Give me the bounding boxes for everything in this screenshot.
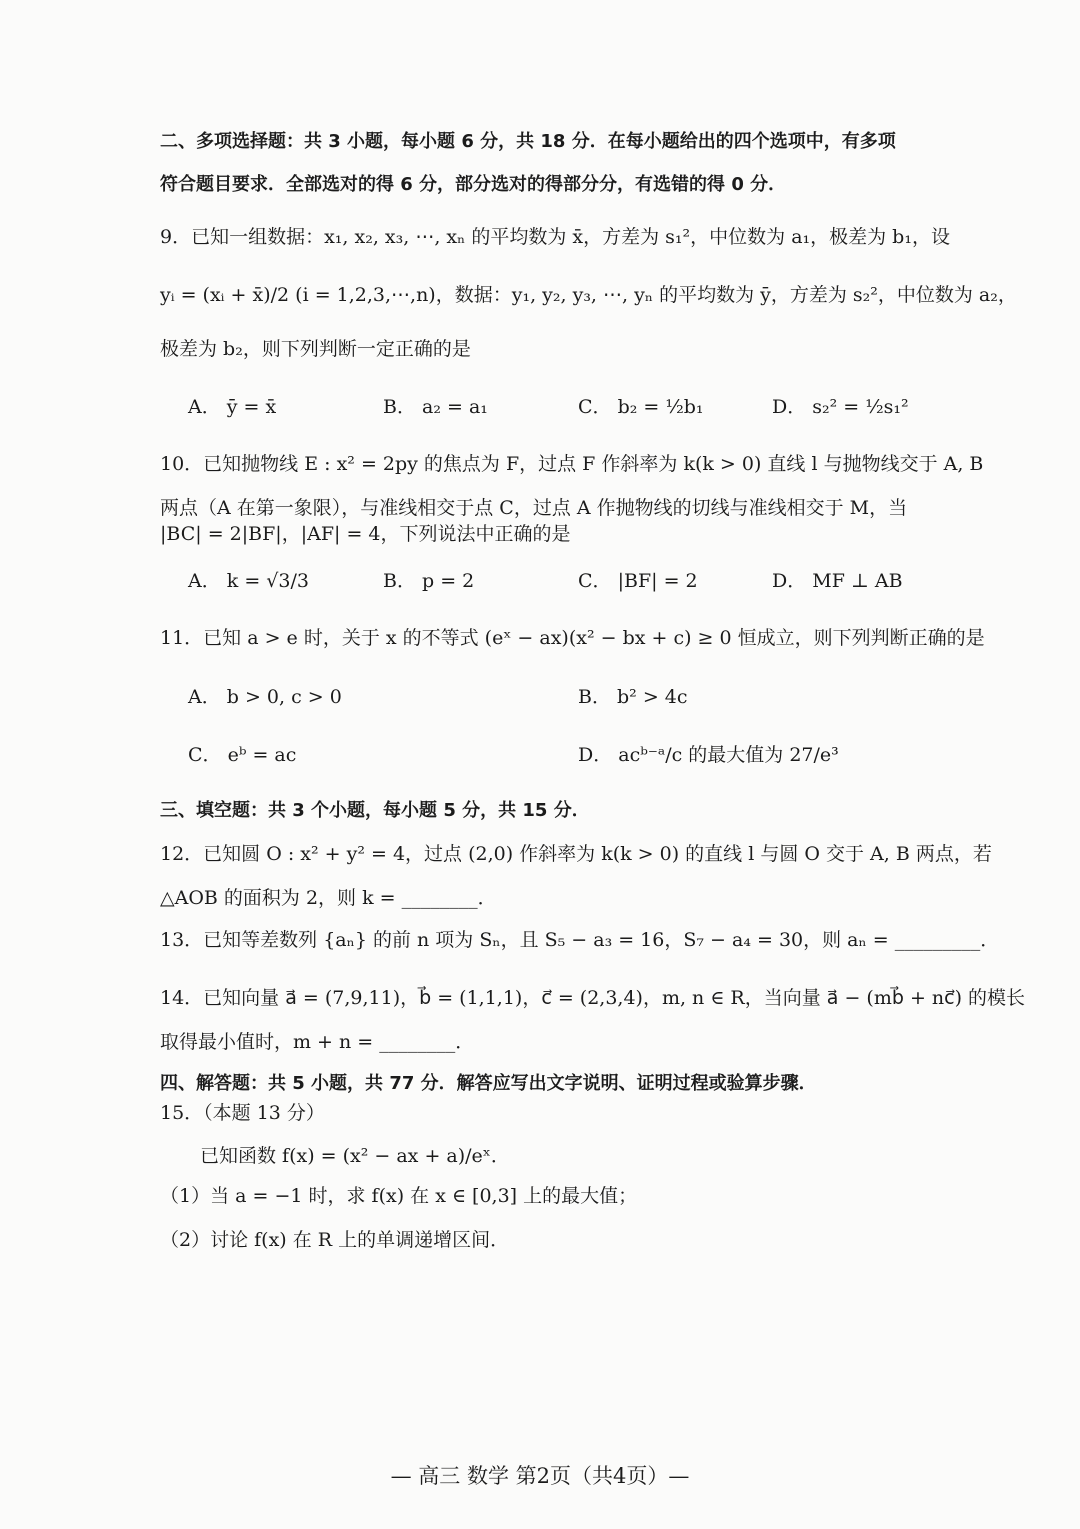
q9-option-a: A． ȳ = x̄ [188, 396, 277, 418]
section2-heading-line1: 二、多项选择题：共 3 小题，每小题 6 分，共 18 分．在每小题给出的四个选项中，有多项 [160, 131, 896, 152]
q10-line1: 10．已知抛物线 E : x² = 2py 的焦点为 F，过点 F 作斜率为 k(k > 0) 直线 l 与抛物线交于 A, B [160, 453, 984, 475]
q13-line1: 13．已知等差数列 {aₙ} 的前 n 项为 Sₙ，且 S₅ − a₃ = 16，S₇ − a₄ = 30，则 aₙ = _________． [160, 929, 1000, 951]
q12-line2: △AOB 的面积为 2，则 k = ________． [160, 887, 497, 909]
page-footer: — 高三 数学 第2页（共4页）— [390, 1464, 690, 1488]
q10-line3: |BC| = 2|BF|，|AF| = 4，下列说法中正确的是 [160, 523, 571, 545]
q11-option-a: A． b > 0, c > 0 [188, 686, 342, 708]
q11-option-d: D． acᵇ⁻ᵃ/c 的最大值为 27/e³ [578, 744, 839, 766]
section4-heading: 四、解答题：共 5 小题，共 77 分．解答应写出文字说明、证明过程或验算步骤． [160, 1073, 817, 1094]
q15-part2: （2）讨论 f(x) 在 R 上的单调递增区间． [160, 1229, 510, 1251]
q10-line2: 两点（A 在第一象限），与准线相交于点 C，过点 A 作抛物线的切线与准线相交于 M，当 [160, 497, 908, 519]
q14-line1: 14．已知向量 a⃗ = (7,9,11)，b⃗ = (1,1,1)，c⃗ = (2,3,4)，m, n ∈ R，当向量 a⃗ − (mb⃗ + nc⃗) 的模长 [160, 987, 1026, 1009]
q10-option-a: A． k = √3/3 [188, 570, 309, 592]
q11-option-b: B． b² > 4c [578, 686, 688, 708]
q10-option-b: B． p = 2 [383, 570, 475, 592]
q10-option-d: D． MF ⊥ AB [772, 570, 903, 592]
q9-option-c: C． b₂ = ½b₁ [578, 396, 704, 418]
section3-heading: 三、填空题：共 3 个小题，每小题 5 分，共 15 分． [160, 800, 590, 821]
q15-stem: 已知函数 f(x) = (x² − ax + a)/eˣ． [200, 1145, 510, 1167]
q9-line1: 9．已知一组数据：x₁, x₂, x₃, ⋯, xₙ 的平均数为 x̄，方差为 s₁²，中位数为 a₁，极差为 b₁，设 [160, 226, 950, 248]
q9-line2: yᵢ = (xᵢ + x̄)/2 (i = 1,2,3,⋯,n)，数据：y₁, y₂, y₃, ⋯, yₙ 的平均数为 ȳ，方差为 s₂²，中位数为 a₂， [160, 284, 1017, 306]
section2-heading-line2: 符合题目要求．全部选对的得 6 分，部分选对的得部分分，有选错的得 0 分． [160, 174, 787, 195]
q15-title: 15．（本题 13 分） [160, 1102, 325, 1124]
q10-option-c: C． |BF| = 2 [578, 570, 698, 592]
q11-option-c: C． eᵇ = ac [188, 744, 297, 766]
q9-line3: 极差为 b₂，则下列判断一定正确的是 [160, 338, 471, 360]
q11-line1: 11．已知 a > e 时，关于 x 的不等式 (eˣ − ax)(x² − bx + c) ≥ 0 恒成立，则下列判断正确的是 [160, 627, 985, 649]
q9-option-b: B． a₂ = a₁ [383, 396, 488, 418]
q15-part1: （1）当 a = −1 时，求 f(x) 在 x ∈ [0,3] 上的最大值； [160, 1185, 638, 1207]
q12-line1: 12．已知圆 O : x² + y² = 4，过点 (2,0) 作斜率为 k(k > 0) 的直线 l 与圆 O 交于 A, B 两点，若 [160, 843, 992, 865]
q14-line2: 取得最小值时，m + n = ________． [160, 1031, 475, 1053]
q9-option-d: D． s₂² = ½s₁² [772, 396, 909, 418]
